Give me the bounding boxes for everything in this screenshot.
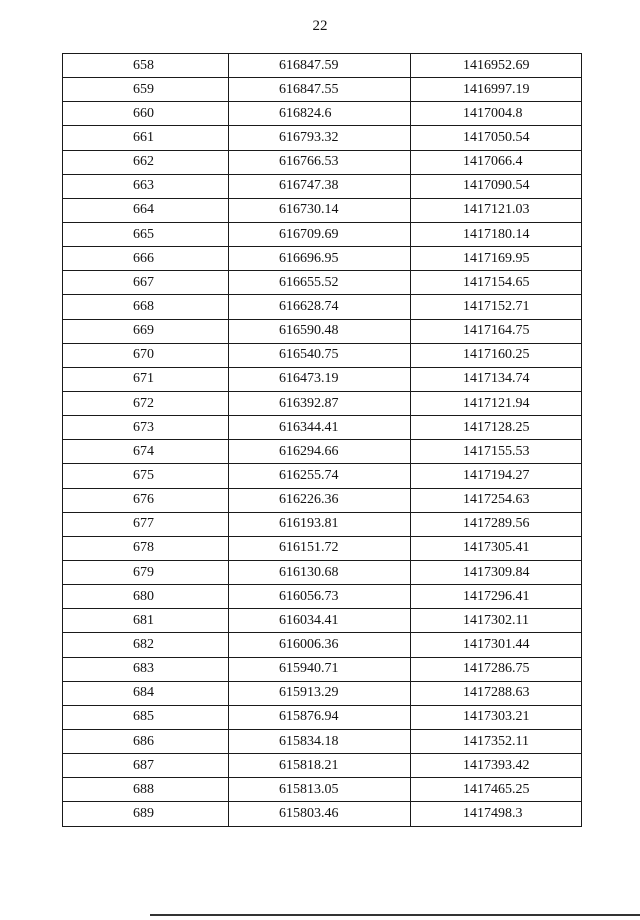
y-coordinate-cell: 1417305.41: [411, 536, 582, 560]
y-coordinate-cell: 1417254.63: [411, 488, 582, 512]
x-coordinate-cell: 616628.74: [229, 295, 411, 319]
table-row: [63, 319, 582, 343]
table-row: [63, 778, 582, 802]
table-row: [63, 271, 582, 295]
point-number-cell: 684: [63, 681, 229, 705]
point-number-cell: 670: [63, 343, 229, 367]
point-number-cell: 687: [63, 754, 229, 778]
point-number-cell: 676: [63, 488, 229, 512]
table-row: [63, 729, 582, 753]
x-coordinate-cell: 615876.94: [229, 705, 411, 729]
point-number-cell: 680: [63, 585, 229, 609]
y-coordinate-cell: 1417286.75: [411, 657, 582, 681]
x-coordinate-cell: 616130.68: [229, 560, 411, 584]
y-coordinate-cell: 1417289.56: [411, 512, 582, 536]
point-number-cell: 667: [63, 271, 229, 295]
x-coordinate-cell: 616056.73: [229, 585, 411, 609]
table-row: [63, 754, 582, 778]
table-row: [63, 681, 582, 705]
point-number-cell: 685: [63, 705, 229, 729]
point-number-cell: 658: [63, 54, 229, 78]
point-number-cell: 678: [63, 536, 229, 560]
y-coordinate-cell: 1417194.27: [411, 464, 582, 488]
point-number-cell: 677: [63, 512, 229, 536]
point-number-cell: 675: [63, 464, 229, 488]
point-number-cell: 664: [63, 198, 229, 222]
point-number-cell: 681: [63, 609, 229, 633]
x-coordinate-cell: 616006.36: [229, 633, 411, 657]
table-row: [63, 343, 582, 367]
point-number-cell: 663: [63, 174, 229, 198]
x-coordinate-cell: 616193.81: [229, 512, 411, 536]
x-coordinate-cell: 615940.71: [229, 657, 411, 681]
table-row: [63, 102, 582, 126]
point-number-cell: 688: [63, 778, 229, 802]
y-coordinate-cell: 1417152.71: [411, 295, 582, 319]
x-coordinate-cell: 616344.41: [229, 416, 411, 440]
y-coordinate-cell: 1417004.8: [411, 102, 582, 126]
x-coordinate-cell: 616847.59: [229, 54, 411, 78]
point-number-cell: 666: [63, 247, 229, 271]
y-coordinate-cell: 1417066.4: [411, 150, 582, 174]
y-coordinate-cell: 1417050.54: [411, 126, 582, 150]
y-coordinate-cell: 1417302.11: [411, 609, 582, 633]
x-coordinate-cell: 616473.19: [229, 367, 411, 391]
x-coordinate-cell: 616392.87: [229, 391, 411, 415]
table-row: [63, 802, 582, 826]
point-number-cell: 679: [63, 560, 229, 584]
y-coordinate-cell: 1417393.42: [411, 754, 582, 778]
y-coordinate-cell: 1417498.3: [411, 802, 582, 826]
table-row: [63, 633, 582, 657]
point-number-cell: 662: [63, 150, 229, 174]
point-number-cell: 689: [63, 802, 229, 826]
table-row: [63, 295, 582, 319]
table-row: [63, 416, 582, 440]
page-number: 22: [312, 18, 328, 34]
y-coordinate-cell: 1417164.75: [411, 319, 582, 343]
y-coordinate-cell: 1417121.03: [411, 198, 582, 222]
y-coordinate-cell: 1417154.65: [411, 271, 582, 295]
x-coordinate-cell: 616824.6: [229, 102, 411, 126]
table-row: [63, 512, 582, 536]
x-coordinate-cell: 615818.21: [229, 754, 411, 778]
x-coordinate-cell: 616540.75: [229, 343, 411, 367]
x-coordinate-cell: 616151.72: [229, 536, 411, 560]
x-coordinate-cell: 616847.55: [229, 78, 411, 102]
table-row: [63, 488, 582, 512]
x-coordinate-cell: 616709.69: [229, 222, 411, 246]
table-row: [63, 78, 582, 102]
coordinates-table: [62, 53, 582, 827]
table-row: [63, 440, 582, 464]
point-number-cell: 683: [63, 657, 229, 681]
x-coordinate-cell: 616766.53: [229, 150, 411, 174]
table-row: [63, 464, 582, 488]
table-row: [63, 150, 582, 174]
y-coordinate-cell: 1416952.69: [411, 54, 582, 78]
point-number-cell: 669: [63, 319, 229, 343]
point-number-cell: 673: [63, 416, 229, 440]
x-coordinate-cell: 615834.18: [229, 729, 411, 753]
table-row: [63, 54, 582, 78]
y-coordinate-cell: 1417180.14: [411, 222, 582, 246]
x-coordinate-cell: 615803.46: [229, 802, 411, 826]
bottom-rule: [150, 914, 640, 916]
y-coordinate-cell: 1417465.25: [411, 778, 582, 802]
point-number-cell: 661: [63, 126, 229, 150]
table-row: [63, 198, 582, 222]
y-coordinate-cell: 1417090.54: [411, 174, 582, 198]
y-coordinate-cell: 1417134.74: [411, 367, 582, 391]
y-coordinate-cell: 1417296.41: [411, 585, 582, 609]
point-number-cell: 674: [63, 440, 229, 464]
x-coordinate-cell: 616226.36: [229, 488, 411, 512]
table-row: [63, 585, 582, 609]
table-row: [63, 174, 582, 198]
point-number-cell: 660: [63, 102, 229, 126]
x-coordinate-cell: 616747.38: [229, 174, 411, 198]
y-coordinate-cell: 1417121.94: [411, 391, 582, 415]
y-coordinate-cell: 1417303.21: [411, 705, 582, 729]
x-coordinate-cell: 616034.41: [229, 609, 411, 633]
x-coordinate-cell: 616730.14: [229, 198, 411, 222]
x-coordinate-cell: 616696.95: [229, 247, 411, 271]
x-coordinate-cell: 616255.74: [229, 464, 411, 488]
table-row: [63, 222, 582, 246]
point-number-cell: 672: [63, 391, 229, 415]
table-row: [63, 536, 582, 560]
x-coordinate-cell: 616294.66: [229, 440, 411, 464]
y-coordinate-cell: 1417160.25: [411, 343, 582, 367]
point-number-cell: 686: [63, 729, 229, 753]
point-number-cell: 671: [63, 367, 229, 391]
point-number-cell: 665: [63, 222, 229, 246]
table-row: [63, 367, 582, 391]
table-row: [63, 657, 582, 681]
y-coordinate-cell: 1416997.19: [411, 78, 582, 102]
table-row: [63, 391, 582, 415]
y-coordinate-cell: 1417301.44: [411, 633, 582, 657]
y-coordinate-cell: 1417352.11: [411, 729, 582, 753]
table-row: [63, 560, 582, 584]
x-coordinate-cell: 616590.48: [229, 319, 411, 343]
y-coordinate-cell: 1417128.25: [411, 416, 582, 440]
point-number-cell: 668: [63, 295, 229, 319]
x-coordinate-cell: 615913.29: [229, 681, 411, 705]
table-row: [63, 609, 582, 633]
point-number-cell: 659: [63, 78, 229, 102]
y-coordinate-cell: 1417155.53: [411, 440, 582, 464]
x-coordinate-cell: 615813.05: [229, 778, 411, 802]
table-row: [63, 247, 582, 271]
table-row: [63, 705, 582, 729]
y-coordinate-cell: 1417309.84: [411, 560, 582, 584]
x-coordinate-cell: 616655.52: [229, 271, 411, 295]
coordinates-table-body: [63, 54, 582, 827]
table-row: [63, 126, 582, 150]
y-coordinate-cell: 1417169.95: [411, 247, 582, 271]
x-coordinate-cell: 616793.32: [229, 126, 411, 150]
point-number-cell: 682: [63, 633, 229, 657]
y-coordinate-cell: 1417288.63: [411, 681, 582, 705]
